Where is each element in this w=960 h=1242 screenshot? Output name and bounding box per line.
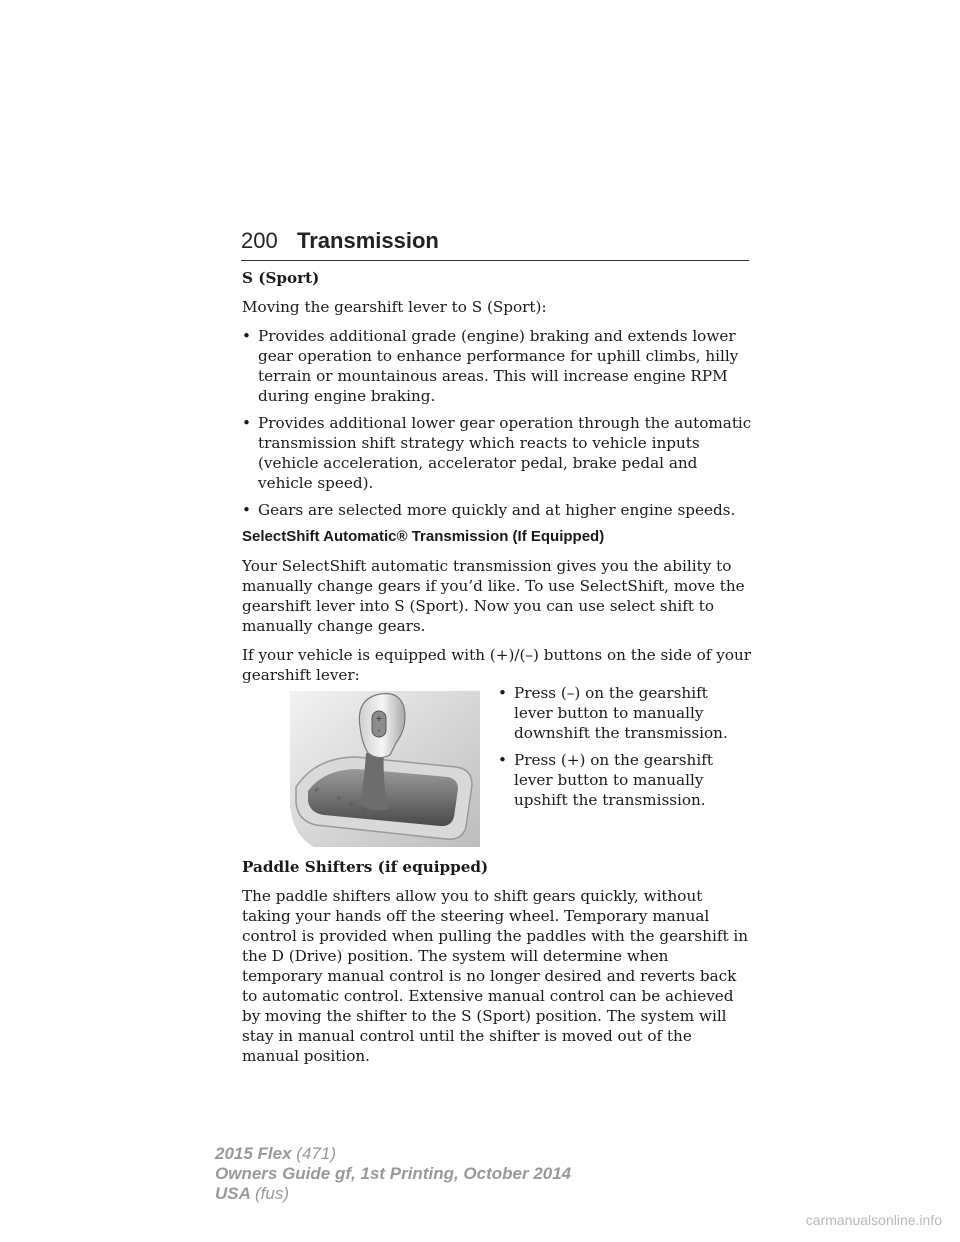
footer-market: USA — [215, 1184, 251, 1203]
list-item — [242, 500, 752, 520]
list-item-text: Provides additional grade (engine) braking and extends lower gear operation to enhance performance for uphill climbs, hilly terrain or mountainous areas. This will increase engine RPM during engine braking. — [258, 327, 739, 405]
figure-row — [242, 684, 752, 857]
svg-text:S: S — [371, 812, 378, 821]
list-item — [498, 750, 750, 810]
bullet-icon: • — [498, 684, 507, 702]
selectshift-paragraph: Your SelectShift automatic transmission gives you the ability to manually change gears if you’d like. To use SelectShift, move the gearshift lever into S (Sport). Now you can use select shift to manually change gears. — [242, 557, 745, 635]
svg-text:+: + — [375, 714, 383, 723]
svg-text:-: - — [377, 726, 381, 735]
list-item-text: Provides additional lower gear operation through the automatic transmission shift strategy which reacts to vehicle inputs (vehicle acceleration, accelerator pedal, brake pedal and vehicle speed). — [258, 414, 752, 492]
footer-page-code: (471) — [296, 1144, 336, 1163]
list-item — [242, 326, 752, 406]
paddle-heading: Paddle Shifters (if equipped) — [242, 858, 489, 876]
svg-text:R: R — [335, 794, 343, 803]
bullet-icon: • — [498, 751, 507, 769]
list-item — [498, 683, 750, 743]
list-item-text: Press (–) on the gearshift lever button to manually downshift the transmission. — [514, 684, 728, 742]
svg-text:N: N — [347, 800, 355, 809]
page-header — [241, 228, 749, 261]
footer-model: 2015 Flex — [215, 1144, 292, 1163]
page-number: 200 — [241, 228, 278, 253]
footer-printing: Owners Guide gf, 1st Printing, October 2014 — [215, 1164, 572, 1183]
bullet-icon: • — [242, 414, 251, 432]
sport-bullet-list — [242, 326, 752, 520]
gearshift-lever-illustration — [286, 687, 480, 847]
sport-heading: S (Sport) — [242, 269, 320, 287]
watermark-link[interactable]: carmanualsonline.info — [805, 1212, 942, 1228]
figure-bullet-list — [498, 683, 750, 817]
bullet-icon: • — [242, 501, 251, 519]
section-title: Transmission — [297, 228, 439, 253]
list-item-text: Gears are selected more quickly and at higher engine speeds. — [258, 501, 736, 519]
sport-intro: Moving the gearshift lever to S (Sport): — [242, 298, 547, 316]
svg-text:D: D — [359, 806, 367, 816]
list-item — [242, 413, 752, 493]
bullet-icon: • — [242, 327, 251, 345]
paddle-paragraph: The paddle shifters allow you to shift gears quickly, without taking your hands off the steering wheel. Temporary manual control is provided when pulling the paddles with the gearshift in the D (Drive) position. The system will determine when temporary manual control is no longer desired and reverts back to automatic control. Extensive manual control can be achieved by moving the shifter to the S (Sport) position. The system will stay in manual control until the shifter is moved out of the manual position. — [242, 887, 749, 1065]
selectshift-heading: SelectShift Automatic® Transmission (If Equipped) — [242, 528, 605, 545]
svg-text:P: P — [313, 786, 320, 795]
page-footer — [215, 1144, 571, 1204]
selectshift-buttons-intro: If your vehicle is equipped with (+)/(–) buttons on the side of your gearshift lever: — [242, 646, 752, 684]
footer-market-code: (fus) — [255, 1184, 289, 1203]
page-body — [242, 268, 752, 1075]
list-item-text: Press (+) on the gearshift lever button to manually upshift the transmission. — [514, 751, 713, 809]
